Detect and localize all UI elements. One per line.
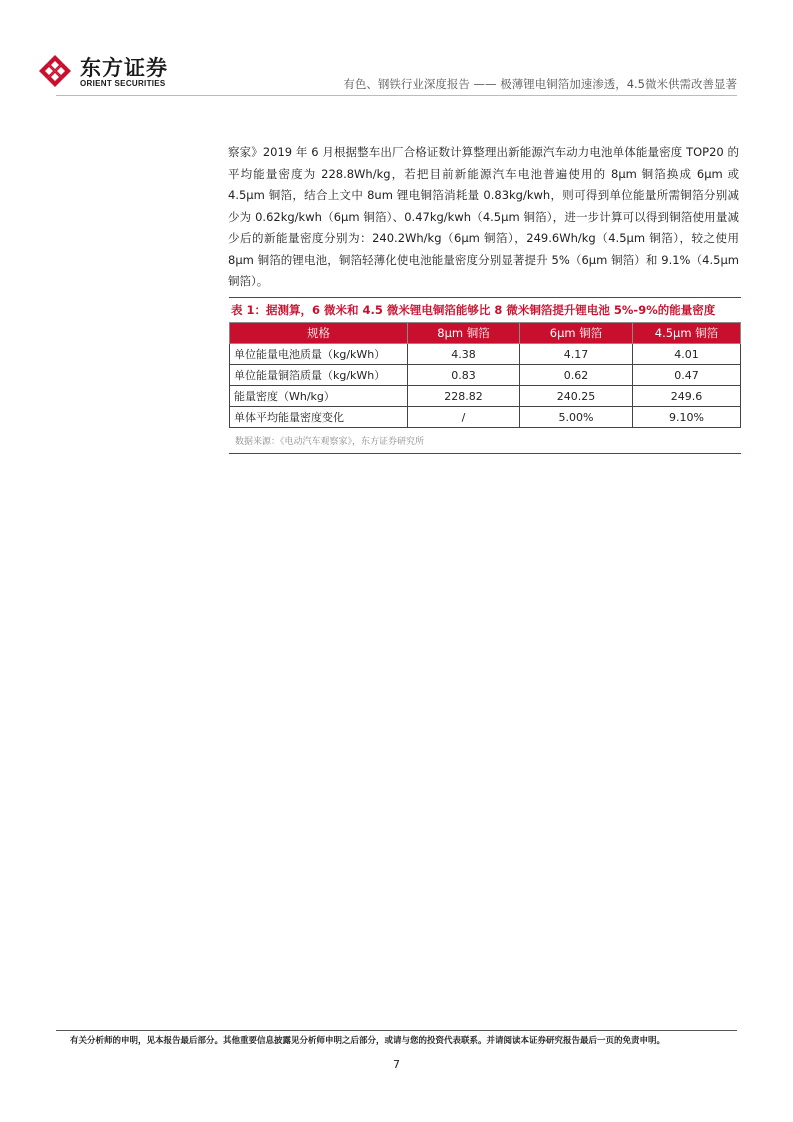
table-header-row xyxy=(230,323,741,344)
table-row xyxy=(230,344,741,365)
report-header-title: 有色、钢铁行业深度报告 —— 极薄锂电铜箔加速渗透，4.5微米供需改善显著 xyxy=(343,77,737,91)
table-header-cell: 规格 xyxy=(230,323,408,344)
table-bottom-rule xyxy=(229,453,741,454)
page-number: 7 xyxy=(393,1058,400,1071)
table-cell: 5.00% xyxy=(520,407,633,428)
body-paragraph-block xyxy=(228,142,739,293)
orient-logo-icon xyxy=(38,54,72,88)
table-cell: 228.82 xyxy=(408,386,520,407)
table-source-note: 数据来源：《电动汽车观察家》，东方证券研究所 xyxy=(235,437,425,447)
table-cell: 240.25 xyxy=(520,386,633,407)
table-cell-label: 单位能量电池质量（kg/kWh） xyxy=(230,344,408,365)
table-cell: 9.10% xyxy=(633,407,741,428)
table-row xyxy=(230,365,741,386)
table-header-cell: 6μm 铜箔 xyxy=(520,323,633,344)
table-cell: 4.38 xyxy=(408,344,520,365)
energy-density-table-block xyxy=(229,297,741,454)
table-header-cell: 4.5μm 铜箔 xyxy=(633,323,741,344)
header-divider xyxy=(56,95,737,96)
logo-chinese-name: 东方证券 xyxy=(80,56,168,80)
table-cell-label: 单体平均能量密度变化 xyxy=(230,407,408,428)
footer-divider xyxy=(56,1030,737,1031)
table-cell: 0.47 xyxy=(633,365,741,386)
table-row xyxy=(230,407,741,428)
table-cell-label: 能量密度（Wh/kg） xyxy=(230,386,408,407)
table-cell: / xyxy=(408,407,520,428)
table-row xyxy=(230,386,741,407)
table-header-cell: 8μm 铜箔 xyxy=(408,323,520,344)
table-cell: 0.62 xyxy=(520,365,633,386)
company-logo xyxy=(38,52,178,92)
table-title: 表 1：据测算，6 微米和 4.5 微米锂电铜箔能够比 8 微米铜箔提升锂电池 5%-9%的能量密度 xyxy=(231,303,716,317)
table-cell-label: 单位能量铜箔质量（kg/kWh） xyxy=(230,365,408,386)
table-cell: 0.83 xyxy=(408,365,520,386)
body-paragraph: 察家》2019 年 6 月根据整车出厂合格证数计算整理出新能源汽车动力电池单体能量密度 TOP20 的平均能量密度为 228.8Wh/kg，若把目前新能源汽车电池普遍使用的 8μm 铜箔换成 6μm 或 4.5μm 铜箔，结合上文中 8um 锂电铜箔消耗量 0.83kg/kwh，则可得到单位能量所需铜箔分别减少为 0.62kg/kwh（6μm 铜箔）、0.47kg/kwh（4.5μm 铜箔），进一步计算可以得到铜箔使用量减少后的新能量密度分别为：240.2Wh/kg（6μm 铜箔），249.6Wh/kg（4.5μm 铜箔），较之使用 8μm 铜箔的锂电池，铜箔轻薄化使电池能量密度分别显著提升 5%（6μm 铜箔）和 9.1%（4.5μm 铜箔）。 xyxy=(228,145,739,288)
table-cell: 249.6 xyxy=(633,386,741,407)
footer-disclaimer: 有关分析师的申明，见本报告最后部分。其他重要信息披露见分析师申明之后部分，或请与您的投资代表联系。并请阅读本证券研究报告最后一页的免责申明。 xyxy=(70,1036,666,1046)
table-cell: 4.01 xyxy=(633,344,741,365)
energy-density-table xyxy=(229,322,741,428)
logo-english-name: ORIENT SECURITIES xyxy=(80,79,166,88)
table-cell: 4.17 xyxy=(520,344,633,365)
